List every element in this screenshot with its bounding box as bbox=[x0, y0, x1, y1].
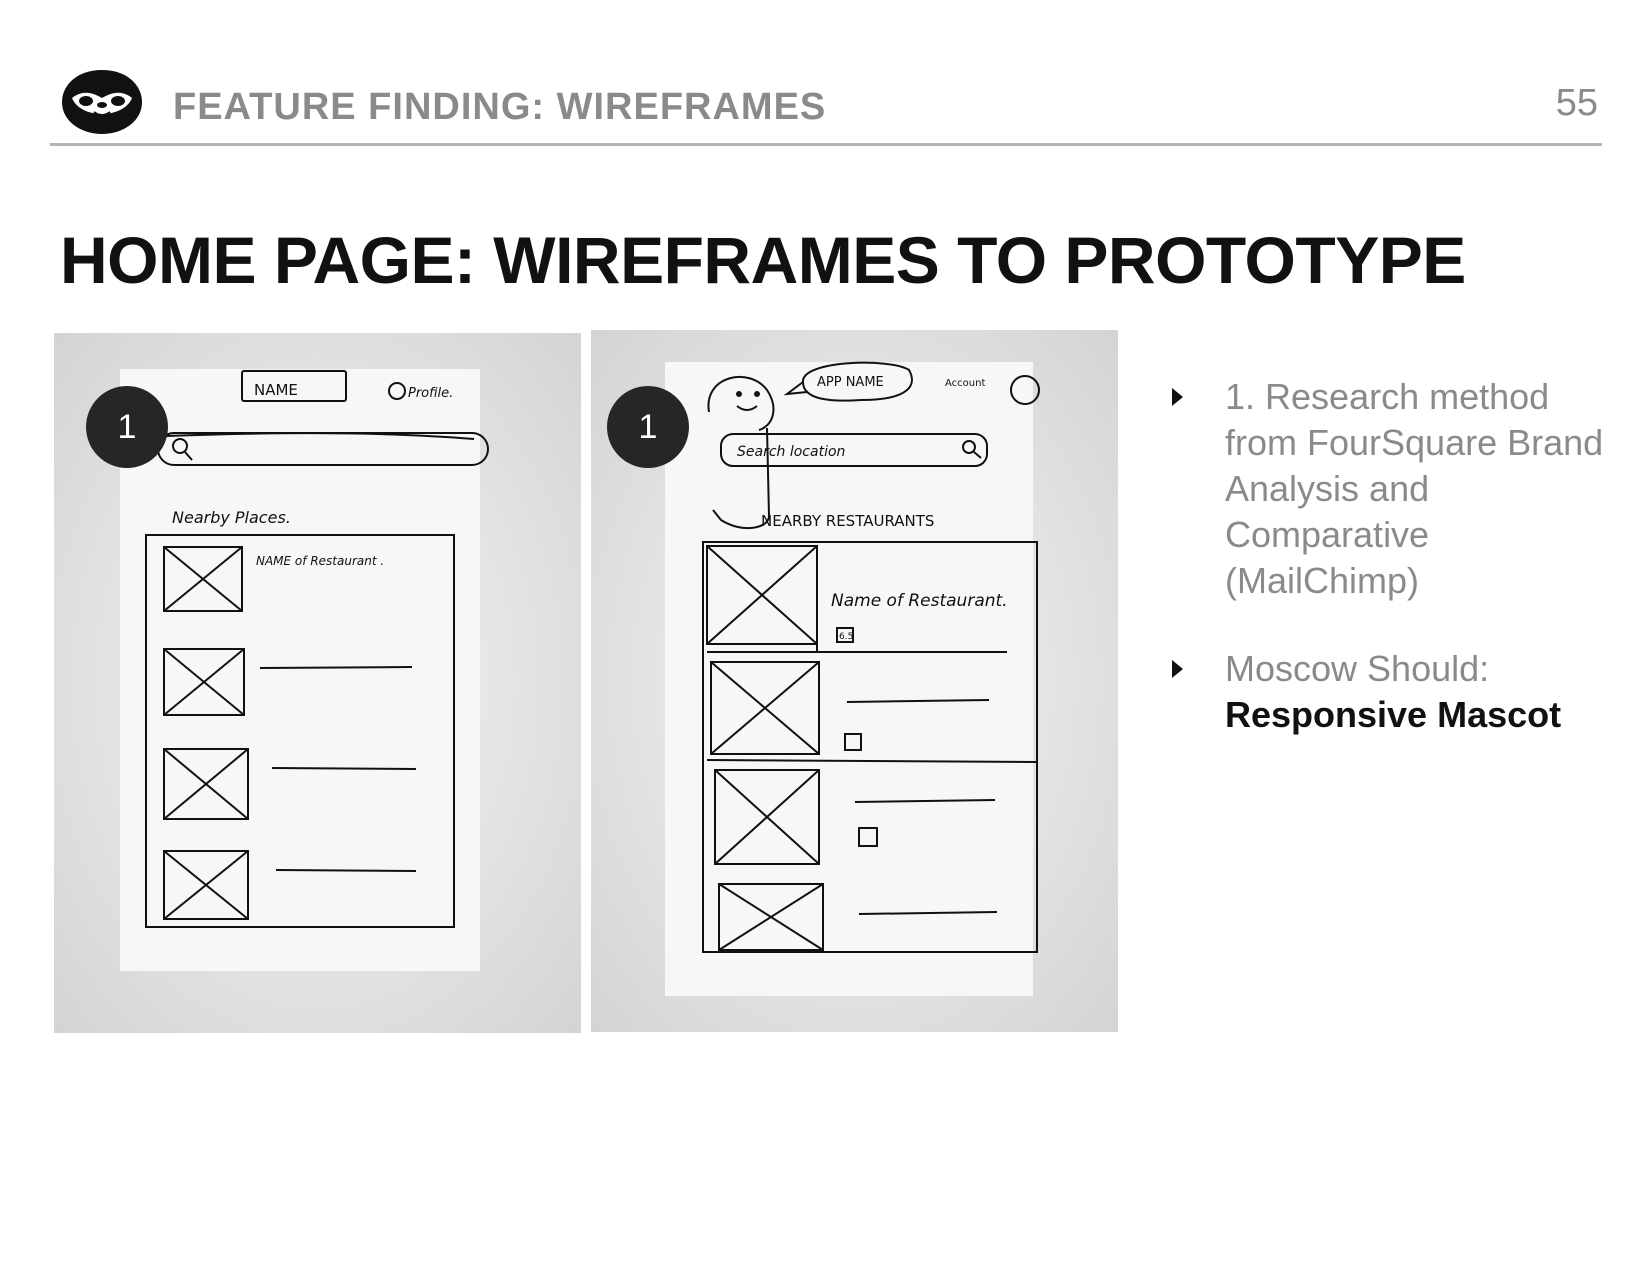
svg-text:Profile.: Profile. bbox=[408, 386, 454, 401]
slide-title: HOME PAGE: WIREFRAMES TO PROTOTYPE bbox=[60, 223, 1466, 297]
bullet-list bbox=[1172, 374, 1612, 780]
bullet-arrow-icon bbox=[1172, 388, 1183, 406]
step-badge-left: 1 bbox=[86, 386, 168, 468]
svg-text:Name of Restaurant.: Name of Restaurant. bbox=[831, 591, 1008, 611]
svg-text:Account: Account bbox=[945, 378, 986, 389]
svg-text:6.5: 6.5 bbox=[839, 632, 854, 642]
svg-text:NAME: NAME bbox=[254, 381, 298, 399]
svg-text:NEARBY RESTAURANTS: NEARBY RESTAURANTS bbox=[761, 512, 935, 530]
bullet-emphasis: Responsive Mascot bbox=[1225, 694, 1562, 735]
bullet-text: Moscow Should: bbox=[1225, 648, 1490, 689]
bullet-item bbox=[1172, 646, 1612, 738]
bullet-text: 1. Research method from FourSquare Brand Analysis and Comparative (MailChimp) bbox=[1225, 376, 1604, 601]
section-title: FEATURE FINDING: WIREFRAMES bbox=[173, 86, 827, 128]
svg-text:APP NAME: APP NAME bbox=[817, 375, 884, 390]
header-divider bbox=[50, 143, 1602, 146]
svg-text:NAME of Restaurant .: NAME of Restaurant . bbox=[256, 554, 385, 568]
step-badge-right: 1 bbox=[607, 386, 689, 468]
svg-text:Search location: Search location bbox=[737, 444, 846, 460]
bullet-arrow-icon bbox=[1172, 660, 1183, 678]
page-number: 55 bbox=[1555, 82, 1598, 124]
bullet-item bbox=[1172, 374, 1612, 604]
svg-text:Nearby Places.: Nearby Places. bbox=[172, 508, 291, 527]
sloth-logo-icon bbox=[58, 68, 146, 136]
